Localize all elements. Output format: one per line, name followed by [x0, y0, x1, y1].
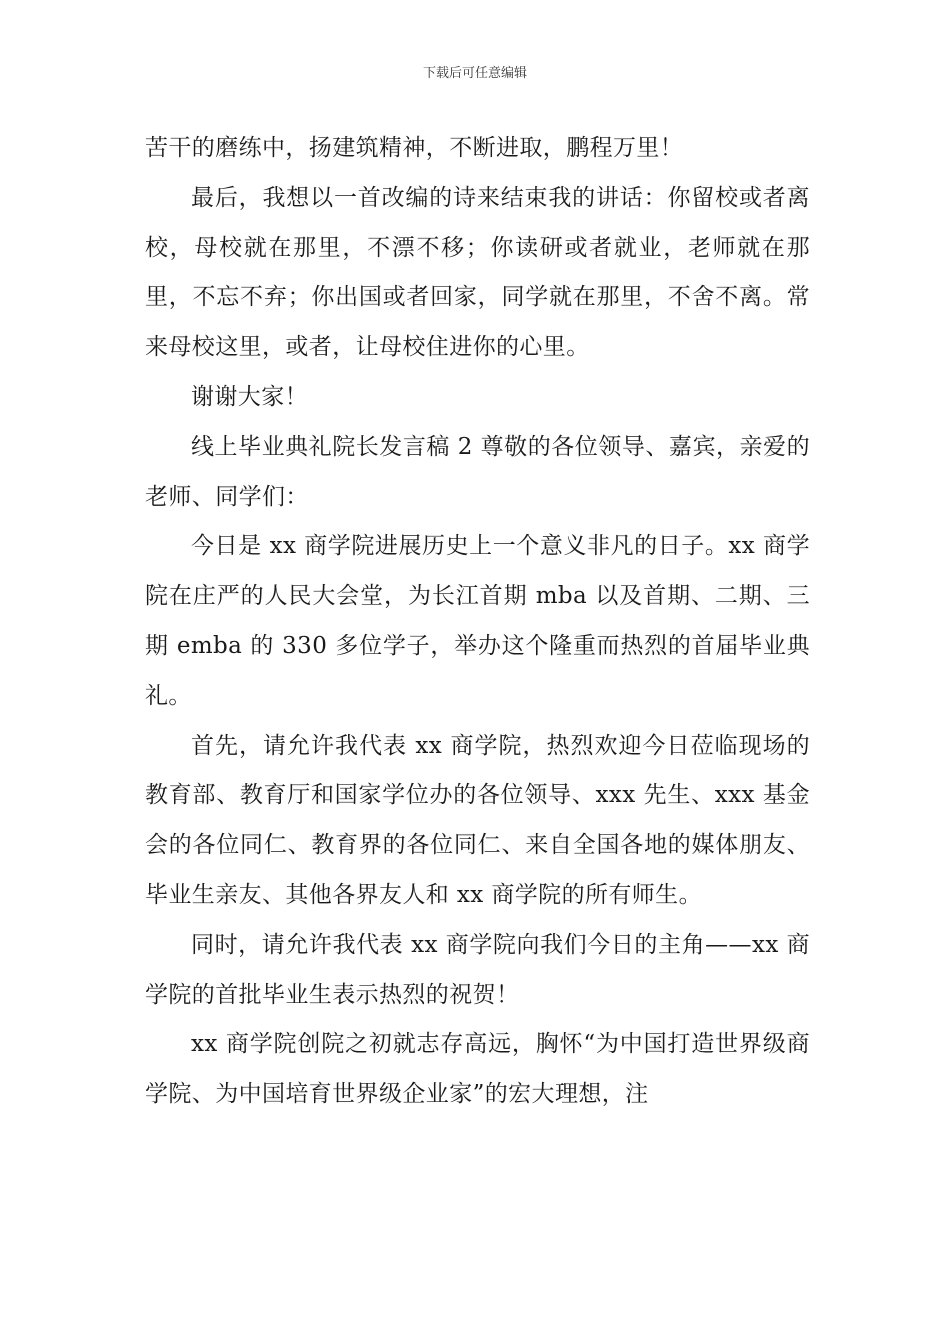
paragraph-today: 今日是 xx 商学院进展历史上一个意义非凡的日子。xx 商学院在庄严的人民大会堂，为长江首期 mba 以及首期、二期、三期 emba 的 330 多位学子，举办这个隆重而热烈的首届毕业典礼。: [145, 533, 810, 709]
paragraph-thanks: 谢谢大家！: [191, 383, 308, 410]
paragraph-continued: 苦干的磨练中，扬建筑精神，不断进取，鹏程万里！: [145, 135, 684, 161]
paragraph-founding: xx 商学院创院之初就志存高远，胸怀“为中国打造世界级商学院、为中国培育世界级企业家”的宏大理想，注: [145, 1031, 810, 1108]
paragraph-welcome: 首先，请允许我代表 xx 商学院，热烈欢迎今日莅临现场的教育部、教育厅和国家学位办的各位领导、xxx 先生、xxx 基金会的各位同仁、教育界的各位同仁、来自全国各地的媒体朋友、毕业生亲友、其他各界友人和 xx 商学院的所有师生。: [145, 732, 810, 908]
document-body: [145, 124, 810, 1120]
page-header: 下载后可任意编辑: [422, 66, 527, 81]
paragraph-congratulations: 同时，请允许我代表 xx 商学院向我们今日的主角——xx 商学院的首批毕业生表示热烈的祝贺！: [145, 931, 810, 1008]
paragraph-salutation: 线上毕业典礼院长发言稿 2 尊敬的各位领导、嘉宾，亲爱的老师、同学们：: [145, 433, 810, 510]
paragraph-closing-poem: 最后，我想以一首改编的诗来结束我的讲话：你留校或者离校，母校就在那里，不漂不移；你读研或者就业，老师就在那里，不忘不弃；你出国或者回家，同学就在那里，不舍不离。常来母校这里，或者，让母校住进你的心里。: [145, 184, 810, 361]
